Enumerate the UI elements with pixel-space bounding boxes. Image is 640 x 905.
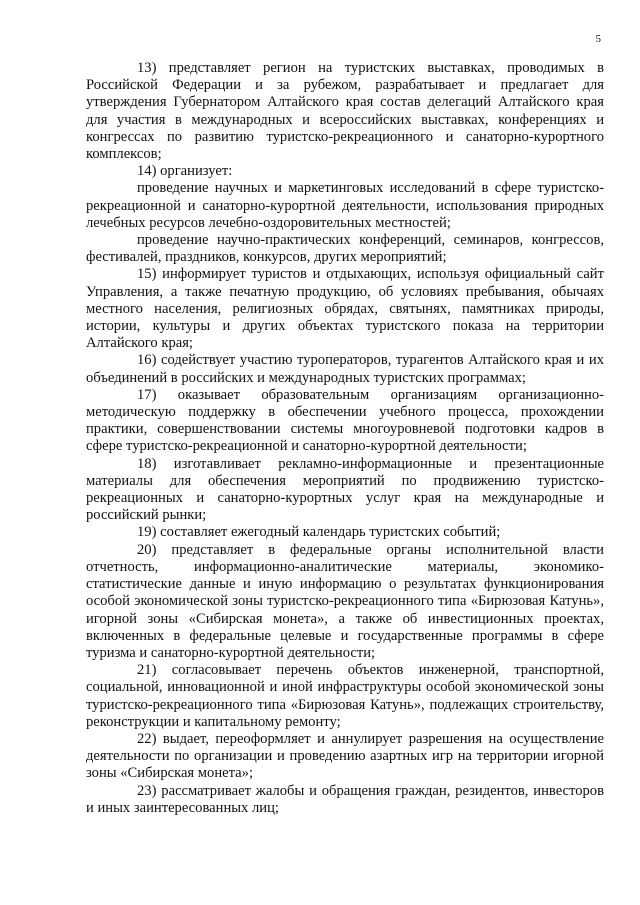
paragraph-23: 23) рассматривает жалобы и обращения граждан, резидентов, инвесторов и иных заинтересованных лиц; [86, 782, 604, 816]
paragraph-16: 16) содействует участию туроператоров, турагентов Алтайского края и их объединений в российских и международных туристских программах; [86, 352, 604, 386]
paragraph-20: 20) представляет в федеральные органы исполнительной власти отчетность, информационно-аналитические материалы, экономико-статистические данные и иную информацию о результатах функционирования особой экономической зоны туристско-рекреационного типа «Бирюзовая Катунь», игорной зоны «Сибирская монета», а также об инвестиционных проектах, включенных в федеральные целевые и государственные программы в сфере туризма и санаторно-курортной деятельности; [86, 541, 604, 661]
paragraph-14-research: проведение научных и маркетинговых исследований в сфере туристско-рекреационной и санаторно-курортной деятельности, использования природных лечебных ресурсов лечебно-оздоровительных местностей; [86, 180, 604, 231]
paragraph-18: 18) изготавливает рекламно-информационные и презентационные материалы для обеспечения мероприятий по продвижению туристско-рекреационных и санаторно-курортных услуг края на международные и российский рынки; [86, 455, 604, 524]
paragraph-13: 13) представляет регион на туристских выставках, проводимых в Российской Федерации и за рубежом, разрабатывает и предлагает для утверждения Губернатором Алтайского края состав делегаций Алтайского края для участия в международных и всероссийских выставках, конференциях и конгрессах по развитию туристско-рекреационного и санаторно-курортного комплексов; [86, 60, 604, 163]
paragraph-15: 15) информирует туристов и отдыхающих, используя официальный сайт Управления, а также печатную продукцию, об условиях пребывания, обычаях местного населения, религиозных обрядах, святынях, памятниках природы, истории, культуры и других объектах туристского показа на территории Алтайского края; [86, 266, 604, 352]
paragraph-17: 17) оказывает образовательным организациям организационно-методическую поддержку в обеспечении учебного процесса, прохождении практики, совершенствовании системы многоуровневой подготовки кадров в сфере туристско-рекреационной и санаторно-курортной деятельности; [86, 386, 604, 455]
document-body [86, 60, 604, 817]
paragraph-14-conferences: проведение научно-практических конференций, семинаров, конгрессов, фестивалей, праздников, конкурсов, других мероприятий; [86, 232, 604, 266]
paragraph-21: 21) согласовывает перечень объектов инженерной, транспортной, социальной, инновационной и иной инфраструктуры особой экономической зоны туристско-рекреационного типа «Бирюзовая Катунь», подлежащих строительству, реконструкции и капитальному ремонту; [86, 662, 604, 730]
paragraph-14: 14) организует: [137, 163, 233, 180]
page-number: 5 [595, 33, 601, 45]
paragraph-19: 19) составляет ежегодный календарь туристских событий; [137, 524, 501, 541]
paragraph-22: 22) выдает, переоформляет и аннулирует разрешения на осуществление деятельности по организации и проведению азартных игр на территории игорной зоны «Сибирская монета»; [86, 730, 604, 782]
